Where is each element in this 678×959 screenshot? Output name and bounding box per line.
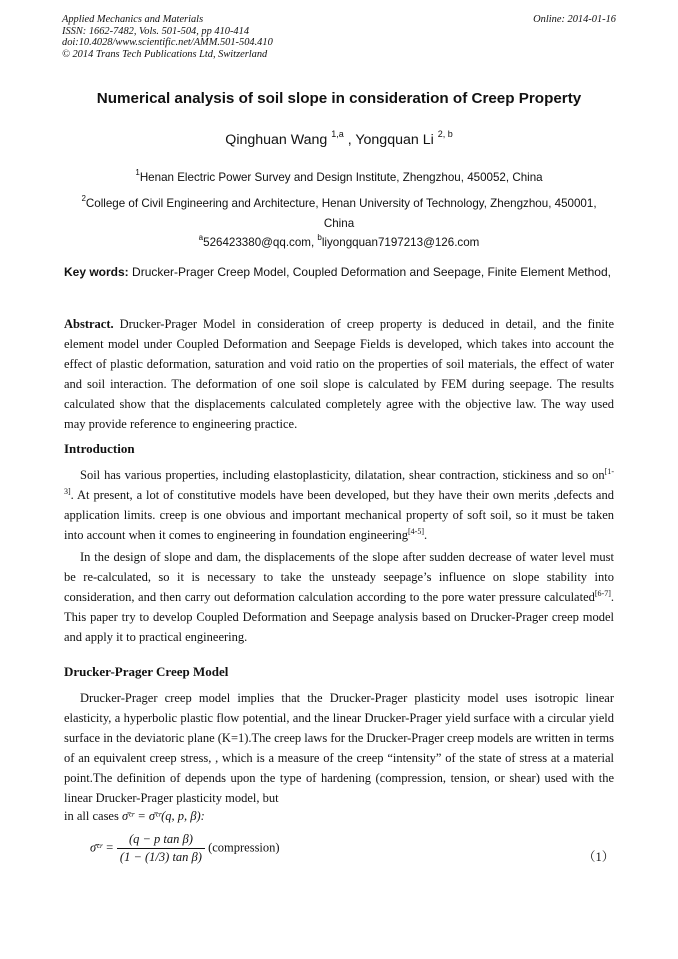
- paper-title: Numerical analysis of soil slope in consideration of Creep Property: [96, 90, 582, 107]
- email-sup: a: [198, 233, 204, 242]
- abstract-label: Abstract.: [64, 317, 114, 331]
- equation-number: （1）: [583, 850, 615, 864]
- affiliation-text: College of Civil Engineering and Architecture, Henan University of Technology, Zhengzhou, 450001, China: [85, 197, 597, 230]
- intro-text: . At present, a lot of constitutive models have been developed, but they have their own merits ,defects and application limits. creep is one obvious and important mechanical property of soft soil, so it must be taken into account when it comes to engineering in foundation engineering: [64, 488, 614, 542]
- keywords-label: Key words:: [64, 265, 129, 279]
- author-emails: [40, 233, 638, 249]
- equation-numerator: (q − p tan β): [117, 832, 205, 849]
- equation-lhs: σ̄ᶜʳ =: [90, 840, 114, 855]
- intro-paragraph-2: [64, 547, 614, 647]
- affiliation-sup: 1: [135, 168, 140, 177]
- email-link[interactable]: liyongquan7197213@126.com: [321, 236, 480, 249]
- intro-text: . This paper try to develop Coupled Deformation and Seepage analysis based on Drucker-Prager creep model and apply it to practical engineering.: [64, 590, 614, 644]
- author-line: [40, 129, 638, 148]
- author-sup: 2, b: [437, 129, 453, 139]
- affiliation-2: [80, 189, 598, 234]
- equation-fraction: [117, 832, 205, 865]
- author-name: Qinghuan Wang: [225, 132, 328, 148]
- section-heading-introduction: Introduction: [64, 441, 135, 456]
- abstract-text: Drucker-Prager Model in consideration of creep property is deduced in detail, and the finite element model under Coupled Deformation and Seepage Fields is developed, which takes into account the effect of plastic deformation, saturation and void ratio on the properties of soil materials, the effect of water and soil interaction. The deformation of one soil slope is calculated by FEM during seepage. The results calculated show that the displacements calculated completely agree with the objective law. The way used may provide reference to engineering practice.: [64, 317, 614, 431]
- dp-paragraph-2: [64, 806, 614, 826]
- equation-denominator: (1 − (1/3) tan β): [119, 850, 202, 864]
- affiliation-1: [80, 163, 598, 188]
- keywords: [64, 263, 614, 282]
- journal-name: Applied Mechanics and Materials: [62, 14, 204, 25]
- affiliation-sup: 2: [81, 194, 86, 203]
- author-name: Yongquan Li: [355, 132, 434, 148]
- citation: [6-7]: [594, 589, 611, 598]
- intro-paragraph-1: [64, 465, 614, 545]
- affiliation-text: Henan Electric Power Survey and Design Institute, Zhengzhou, 450052, China: [139, 171, 543, 184]
- email-link[interactable]: 526423380@qq.com,: [203, 236, 315, 249]
- citation: [4-5]: [408, 527, 425, 536]
- journal-header: [62, 14, 273, 60]
- citation: [1-3]: [64, 467, 614, 496]
- inline-formula: σ̄ᶜʳ = σ̄ᶜʳ(q, p, β):: [121, 809, 205, 823]
- dp-paragraph-1: Drucker-Prager creep model implies that the Drucker-Prager plasticity model uses isotropic linear elasticity, a hyperbolic plastic flow potential, and the linear Drucker-Prager yield surface with a circular yield surface in the deviatoric plane (K=1).The creep laws for the Drucker-Prager creep models are written in terms of an equivalent creep stress, , which is a measure of the creep “intensity” of the state of stress at a material point.The definition of depends upon the type of hardening (compression, tension, or shear) used with the linear Drucker-Prager plasticity model, but: [64, 691, 614, 805]
- dp-text: in all cases: [64, 809, 119, 823]
- equation-1: [90, 832, 280, 865]
- intro-text: .: [424, 528, 428, 542]
- email-sup: b: [317, 233, 322, 242]
- journal-issn: ISSN: 1662-7482, Vols. 501-504, pp 410-414: [62, 25, 250, 37]
- journal-copyright: © 2014 Trans Tech Publications Ltd, Switzerland: [62, 48, 268, 60]
- online-date: Online: 2014-01-16: [533, 14, 616, 25]
- equation-label: (compression): [208, 840, 280, 855]
- abstract: [64, 314, 614, 434]
- journal-doi: doi:10.4028/www.scientific.net/AMM.501-504.410: [62, 37, 273, 49]
- keywords-text: Drucker-Prager Creep Model, Coupled Deformation and Seepage, Finite Element Method,: [132, 265, 611, 279]
- section-heading-dp-creep: Drucker-Prager Creep Model: [64, 664, 229, 679]
- author-sup: 1,a: [331, 129, 344, 139]
- intro-text: Soil has various properties, including elastoplasticity, dilatation, shear contraction, stickiness and so on: [80, 468, 605, 482]
- intro-text: In the design of slope and dam, the displacements of the slope after sudden decrease of water level must be re-calculated, so it is necessary to take the unsteady seepage’s influence on slope stability into consideration, and then carry out deformation calculation according to the pore water pressure calculated: [64, 550, 614, 604]
- author-separator: ,: [347, 132, 352, 148]
